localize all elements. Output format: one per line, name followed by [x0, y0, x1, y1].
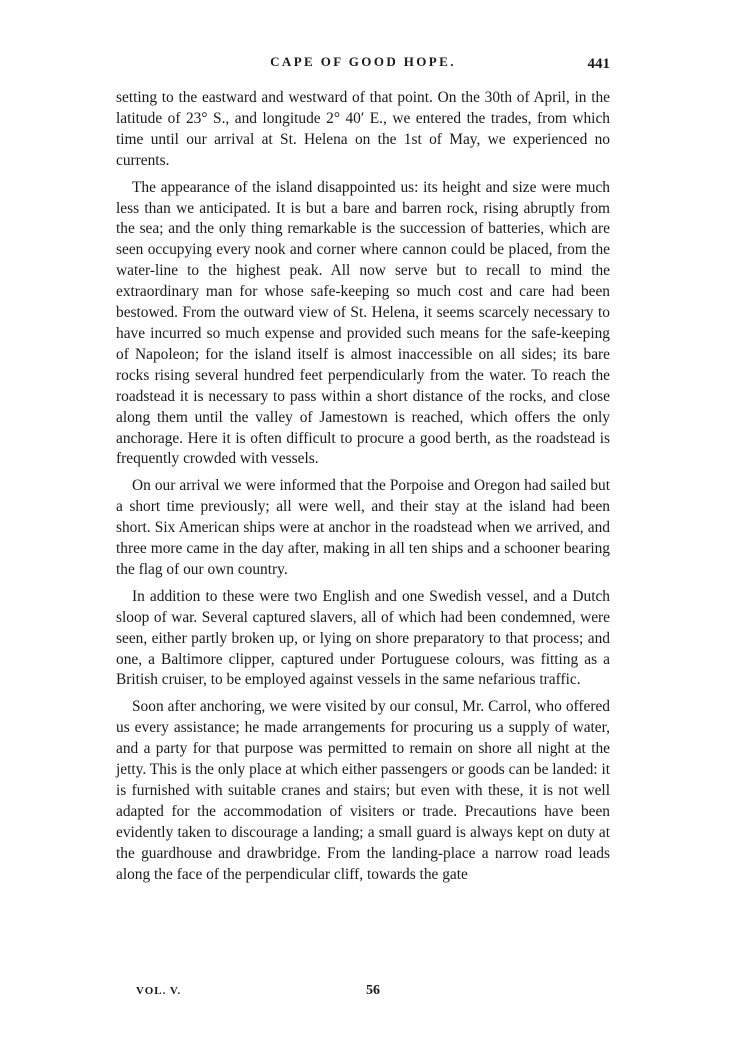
running-title: CAPE OF GOOD HOPE. — [270, 54, 456, 69]
paragraph-1: setting to the eastward and westward of that point. On the 30th of April, in the latitude of 23° S., and longitude 2° 40′ E., we entered the trades, from which time until our arrival at St. Helena on the 1st of May, we experienced no currents. — [116, 89, 610, 169]
volume-label: VOL. V. — [136, 985, 182, 997]
signature-mark: 56 — [366, 983, 380, 998]
paragraph-3: On our arrival we were informed that the Porpoise and Oregon had sailed but a short time previously; all were well, and their stay at the island had been short. Six American ships were at anchor in the roadstead when we arrived, and three more came in the day after, making in all ten ships and a schooner bearing the flag of our own country. — [116, 477, 610, 578]
paragraph-4: In addition to these were two English and one Swedish vessel, and a Dutch sloop of war. Several captured slavers, all of which had been condemned, were seen, either partly broken up, or lying on shore preparatory to that process; and one, a Baltimore clipper, captured under Portuguese colours, was fitting as a British cruiser, to be employed against vessels in the same nefarious traffic. — [116, 587, 610, 689]
paragraph-2: The appearance of the island disappointed us: its height and size were much less than we anticipated. It is but a bare and barren rock, rising abruptly from the sea; and the only thing remarkable is the succession of batteries, which are seen occupying every nook and corner where cannon could be placed, from the water-line to the highest peak. All now serve but to recall to mind the extraordinary man for whose safe-keeping so much cost and care had been bestowed. From the outward view of St. Helena, it seems scarcely necessary to have incurred so much expense and provided such means for the safe-keeping of Napoleon; for the island itself is almost inaccessible on all sides; its bare rocks rising several hundred feet perpendicularly from the water. To reach the roadstead it is necessary to pass within a short distance of the rocks, and close along them until the valley of Jamestown is reached, which offers the only anchorage. Here it is often difficult to procure a good berth, as the roadstead is frequently crowded with vessels. — [116, 178, 610, 468]
paragraph-5: Soon after anchoring, we were visited by our consul, Mr. Carrol, who offered us every assistance; he made arrangements for procuring us a supply of water, and a party for that purpose was permitted to remain on shore all night at the jetty. This is the only place at which either passengers or goods can be landed: it is furnished with suitable cranes and stairs; but even with these, it is not well adapted for the accommodation of visiters or trade. Precautions have been evidently taken to discourage a landing; a small guard is always kept on duty at the guardhouse and drawbridge. From the landing-place a narrow road leads along the face of the perpendicular cliff, towards the gate — [116, 698, 610, 883]
page-number: 441 — [587, 56, 610, 72]
running-head — [116, 50, 610, 76]
page-footer — [136, 985, 536, 1005]
body-text — [116, 88, 610, 886]
